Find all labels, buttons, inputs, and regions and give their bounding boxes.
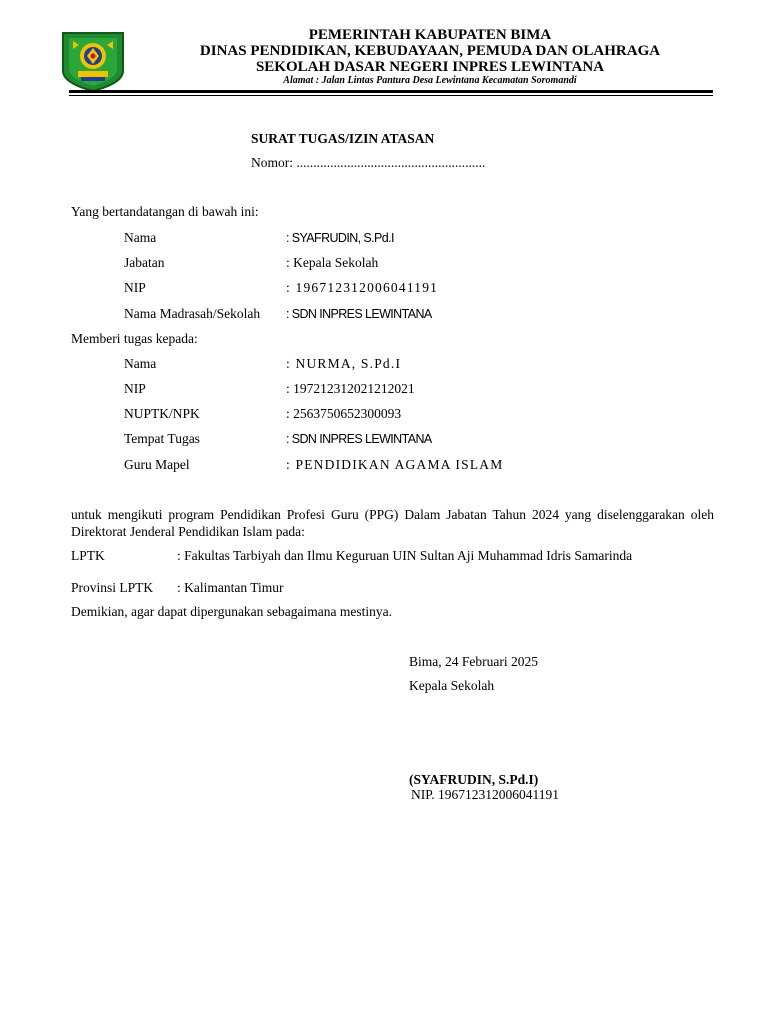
assignee-workplace-value: : SDN INPRES LEWINTANA xyxy=(286,432,432,446)
letterhead-divider-thin xyxy=(69,95,713,96)
signer-nip-label: NIP xyxy=(124,280,146,295)
closing-sentence: Demikian, agar dapat dipergunakan sebagaimana mestinya. xyxy=(71,604,393,619)
signer-school-label: Nama Madrasah/Sekolah xyxy=(124,306,261,321)
letterhead-address: Alamat : Jalan Lintas Pantura Desa Lewintana Kecamatan Soromandi xyxy=(283,75,577,86)
letterhead-school: SEKOLAH DASAR NEGERI INPRES LEWINTANA xyxy=(255,59,605,75)
signer-position-label: Jabatan xyxy=(124,255,165,270)
signature-nip: NIP. 196712312006041191 xyxy=(411,787,560,802)
signer-nip-value: : 196712312006041191 xyxy=(286,280,439,295)
province-label: Provinsi LPTK xyxy=(71,580,154,595)
letter-number: Nomor: ........................................................ xyxy=(251,155,486,170)
assignee-intro: Memberi tugas kepada: xyxy=(71,331,198,346)
assignee-name-label: Nama xyxy=(124,356,157,371)
signer-intro: Yang bertandatangan di bawah ini: xyxy=(71,204,259,219)
assignee-subject-value: : PENDIDIKAN AGAMA ISLAM xyxy=(286,457,504,472)
lptk-value: : Fakultas Tarbiyah dan Ilmu Keguruan UIN Sultan Aji Muhammad Idris Samarinda xyxy=(177,548,633,563)
assignee-nip-label: NIP xyxy=(124,381,146,396)
signer-name-value: : SYAFRUDIN, S.Pd.I xyxy=(286,231,394,245)
letterhead-government: PEMERINTAH KABUPATEN BIMA xyxy=(308,27,552,43)
assignee-nip-value: : 197212312021212021 xyxy=(286,381,415,396)
signer-name-label: Nama xyxy=(124,230,157,245)
signer-position-value: : Kepala Sekolah xyxy=(286,255,379,270)
purpose-paragraph: untuk mengikuti program Pendidikan Profesi Guru (PPG) Dalam Jabatan Tahun 2024 yang diselenggarakan oleh Direktorat Jenderal Pendidikan Islam pada: xyxy=(71,507,714,539)
kabupaten-bima-emblem-icon xyxy=(61,31,125,92)
assignee-subject-label: Guru Mapel xyxy=(124,457,190,472)
signature-place-date: Bima, 24 Februari 2025 xyxy=(409,654,538,669)
letterhead-department: DINAS PENDIDIKAN, KEBUDAYAAN, PEMUDA DAN OLAHRAGA xyxy=(199,43,661,59)
signature-name: (SYAFRUDIN, S.Pd.I) xyxy=(409,772,539,787)
assignee-nuptk-value: : 2563750652300093 xyxy=(286,406,402,421)
signer-school-value: : SDN INPRES LEWINTANA xyxy=(286,307,432,321)
assignee-workplace-label: Tempat Tugas xyxy=(124,431,200,446)
lptk-label: LPTK xyxy=(71,548,105,563)
signature-position: Kepala Sekolah xyxy=(409,678,495,693)
assignee-name-value: : NURMA, S.Pd.I xyxy=(286,356,402,371)
letter-title: SURAT TUGAS/IZIN ATASAN xyxy=(251,131,435,146)
assignee-nuptk-label: NUPTK/NPK xyxy=(124,406,200,421)
letterhead-divider-thick xyxy=(69,90,713,93)
province-value: : Kalimantan Timur xyxy=(177,580,284,595)
